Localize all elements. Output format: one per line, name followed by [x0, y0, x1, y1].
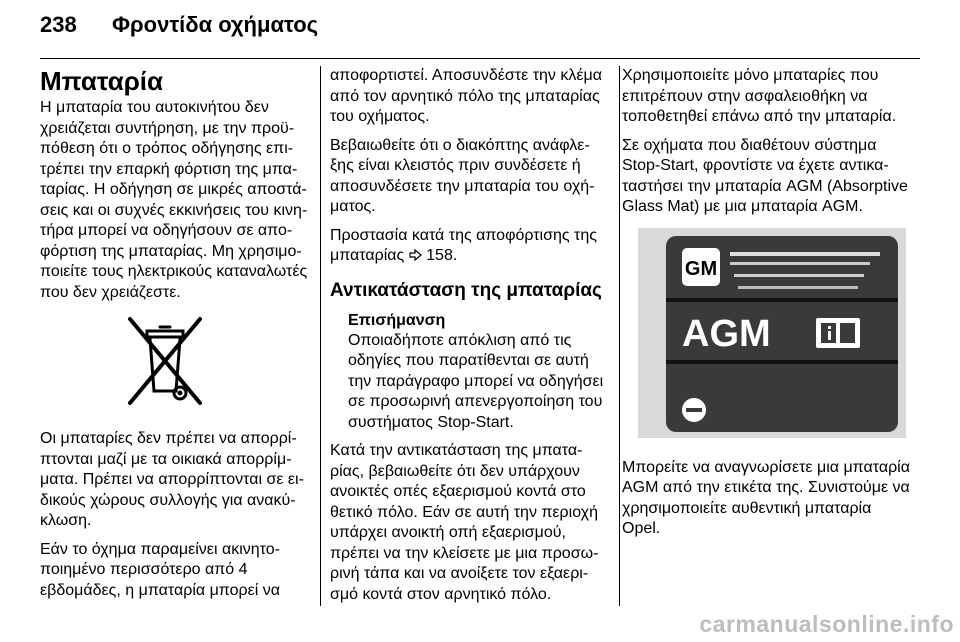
arrow-right-outline-icon	[409, 249, 422, 261]
paragraph: Βεβαιωθείτε ότι ο διακόπτης ανάφλεξης είναι κλειστός πριν συνδέσετε ή αποσυνδέσετε την μπαταρία του οχήματος.	[330, 136, 595, 215]
paragraph: Κατά την αντικατάσταση της μπαταρίας, βεβαιωθείτε ότι δεν υπάρχουν ανοικτές οπές εξαερισμού κοντά στο θετικό πόλο. Εάν σε αυτή την περιοχή υπάρχει ανοικτή οπή εξαερισμού, πρέπει να την κλείσετε με μια προσωρινή τάπα και να ανοίξετε τον εξαερισμό κοντά στον αρνητικό πόλο.	[330, 442, 599, 603]
minus-circle-icon	[682, 398, 706, 422]
page-reference-link[interactable]: 158.	[426, 247, 458, 264]
paragraph	[330, 226, 605, 267]
section-heading-battery: Μπαταρία	[40, 66, 163, 96]
paragraph: Σε οχήματα που διαθέτουν σύστημα Stop-Start, φροντίστε να έχετε αντικαταστήσει την μπαταρία AGM (Absorptive Glass Mat) με μια μπαταρία AGM.	[622, 136, 908, 215]
reference-text: Προστασία κατά της αποφόρτισης της μπαταρίας	[330, 226, 597, 264]
gm-logo: GM	[684, 257, 718, 280]
open-book-icon	[816, 318, 860, 348]
paragraph: Εάν το όχημα παραμείνει ακινητοποιημένο περισσότερο από 4 εβδομάδες, η μπαταρία μπορεί να	[40, 540, 280, 599]
chapter-title: Φροντίδα οχήματος	[112, 12, 319, 37]
column-3	[622, 66, 912, 548]
paragraph: Οι μπαταρίες δεν πρέπει να απορρίπτονται μαζί με τα οικιακά απορρίμματα. Πρέπει να απορρίπτονται σε ειδικούς χώρους συλλογής για ανακύκλωση.	[40, 430, 304, 529]
column-2	[330, 66, 605, 613]
paragraph: Μπορείτε να αναγνωρίσετε μια μπαταρία AGM από την ετικέτα της. Συνιστούμε να χρησιμοποιείτε αυθεντική μπαταρία Opel.	[622, 458, 910, 537]
watermark: carmanualsonline.info	[699, 611, 954, 637]
agm-battery-label-image	[638, 228, 906, 438]
page-header	[40, 12, 319, 38]
paragraph: αποφορτιστεί. Αποσυνδέστε την κλέμα από τον αρνητικό πόλο της μπαταρίας του οχήματος.	[330, 67, 602, 125]
header-rule	[40, 58, 920, 59]
page-number: 238	[40, 12, 77, 37]
paragraph: Χρησιμοποιείτε μόνο μπαταρίες που επιτρέπουν στην ασφαλειοθήκη να τοποθετηθεί επάνω από την μπαταρία.	[622, 67, 897, 125]
note-text: Οποιαδήποτε απόκλιση από τις οδηγίες που παρατίθενται σε αυτή την παράγραφο μπορεί να οδηγήσει σε προσωρινή απενεργοποίηση του συστήματος Stop-Start.	[348, 331, 604, 431]
note-title: Επισήμανση	[348, 311, 446, 329]
crossed-out-wheelie-bin-icon	[120, 311, 210, 411]
agm-label-text: AGM	[682, 312, 771, 355]
paragraph: Η μπαταρία του αυτοκινήτου δεν χρειάζεται συντήρηση, με την προϋπόθεση ότι ο τρόπος οδήγησης επιτρέπει την επαρκή φόρτιση της μπαταρίας. Η οδήγηση σε μικρές αποστάσεις και οι συχνές εκκινήσεις του κινητήρα μπορεί να οδηγήσουν σε αποφόρτιση της μπαταρίας. Μη χρησιμοποιείτε τους ηλεκτρικούς καταναλωτές που δεν χρειάζεστε.	[40, 99, 308, 301]
column-divider-1	[320, 66, 321, 606]
column-divider-2	[619, 66, 620, 606]
column-1	[40, 66, 315, 609]
section-heading-battery-replacement: Αντικατάσταση της μπαταρίας	[330, 279, 602, 301]
